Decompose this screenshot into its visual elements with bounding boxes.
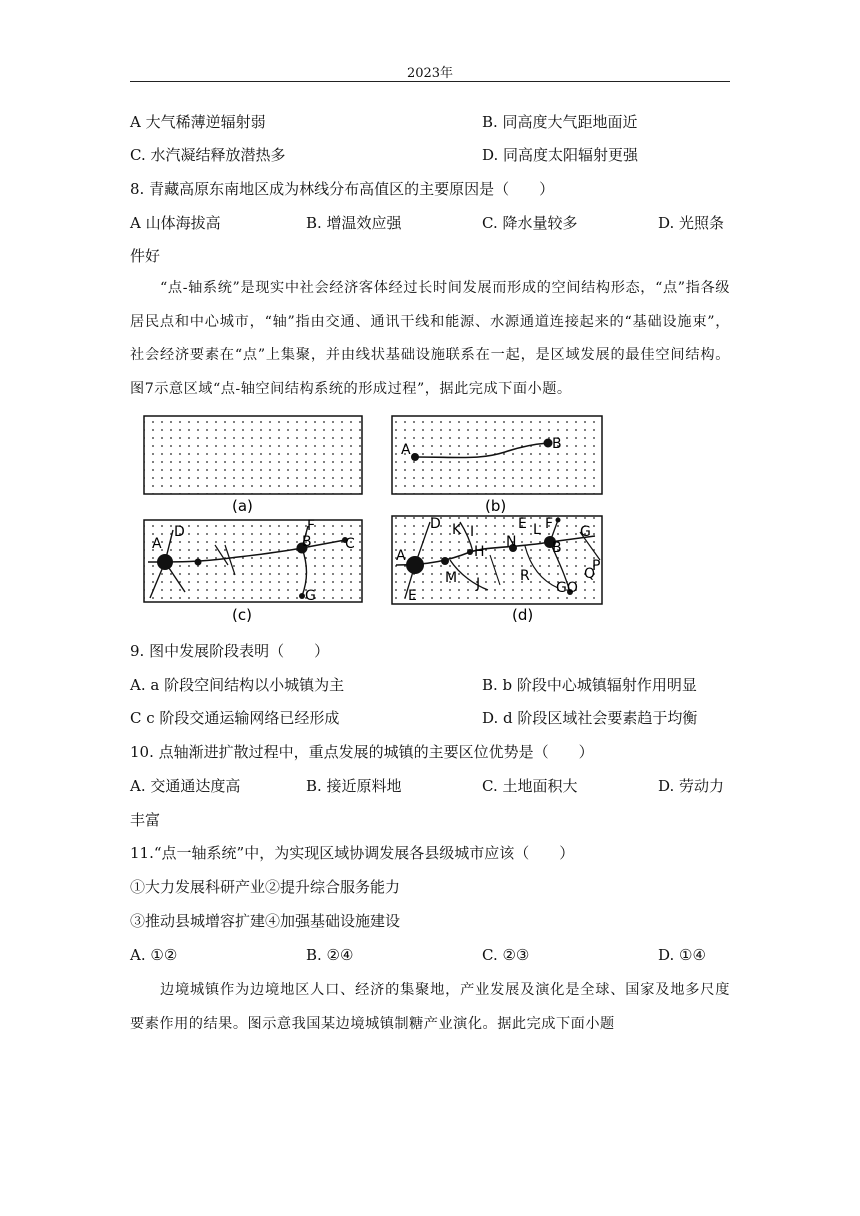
q10-option-c: C. 土地面积大: [482, 777, 578, 795]
label-d-GO: GO: [556, 580, 578, 596]
caption-d: (d): [512, 606, 534, 624]
passage-point-axis: “点-轴系统”是现实中社会经济客体经过长时间发展而形成的空间结构形态，“点”指各级居民点和中心城市，“轴”指由交通、通讯干线和能源、水源通道连接起来的“基础设施束”，社会经济要素在“点”上集聚，并由线状基础设施联系在一起，是区域发展的最佳空间结构。图7示意区域“点-轴空间结构系统的形成过程”，据此完成下面小题。: [130, 280, 730, 397]
label-c-C: C: [345, 536, 355, 552]
panel-a: [144, 416, 362, 515]
label-d-E: E: [518, 516, 527, 532]
q10-stem: 10. 点轴渐进扩散过程中，重点发展的城镇的主要区位优势是（ ）: [130, 743, 594, 761]
label-d-E2: E: [408, 588, 417, 604]
label-c-D: D: [174, 524, 185, 540]
q10-option-a: A. 交通通达度高: [130, 777, 241, 795]
label-c-F: F: [307, 518, 316, 534]
label-d-Q: Q: [584, 566, 596, 582]
label-d-G: G: [580, 524, 591, 540]
q7-option-d: D. 同高度太阳辐射更强: [482, 146, 639, 164]
label-c-B: B: [302, 534, 312, 550]
label-d-P: P: [592, 558, 601, 574]
caption-a: (a): [232, 497, 253, 515]
panel-c: [144, 518, 362, 624]
panel-b: [392, 416, 602, 515]
label-d-F: F: [545, 516, 554, 532]
q11-statement-line-1: ①大力发展科研产业②提升综合服务能力: [130, 878, 401, 896]
passage-border-town-sugar: 边境城镇作为边境地区人口、经济的集聚地，产业发展及演化是全球、国家及地多尺度要素作用的结果。图示意我国某边境城镇制糖产业演化。据此完成下面小题: [130, 982, 730, 1032]
figure-point-axis-stages: [140, 410, 610, 630]
q11-option-d: D. ①④: [658, 946, 706, 964]
q9-stem: 9. 图中发展阶段表明（ ）: [130, 642, 330, 660]
q7-option-c: C. 水汽凝结释放潜热多: [130, 146, 286, 164]
label-d-K: K: [452, 522, 462, 538]
q11-stem: 11.“点一轴系统”中，为实现区域协调发展各县级城市应该（ ）: [130, 844, 575, 862]
q10-option-d: D. 劳动力: [658, 777, 725, 795]
caption-b: (b): [485, 497, 507, 515]
q11-option-b: B. ②④: [306, 946, 354, 964]
header-rule: [130, 81, 730, 82]
label-c-G: G: [305, 588, 316, 604]
q7-option-a: A 大气稀薄逆辐射弱: [130, 113, 266, 131]
q11-statement-line-2: ③推动县城增容扩建④加强基础设施建设: [130, 912, 401, 930]
label-d-J: J: [476, 576, 481, 592]
q9-option-c: C c 阶段交通运输网络已经形成: [130, 709, 340, 727]
q7-option-b: B. 同高度大气距地面近: [482, 113, 638, 131]
label-d-L: L: [533, 522, 541, 538]
q11-option-a: A. ①②: [130, 946, 178, 964]
q10-option-d-continued: 丰富: [130, 811, 161, 829]
q8-option-b: B. 增温效应强: [306, 214, 402, 232]
label-c-A: A: [152, 536, 162, 552]
q8-stem: 8. 青藏高原东南地区成为林线分布高值区的主要原因是（ ）: [130, 180, 555, 198]
label-d-B: B: [552, 540, 562, 556]
label-d-M: M: [445, 570, 458, 586]
q8-option-c: C. 降水量较多: [482, 214, 578, 232]
panel-d: [392, 516, 602, 624]
label-d-D: D: [430, 516, 441, 532]
q9-option-b: B. b 阶段中心城镇辐射作用明显: [482, 676, 697, 694]
label-d-R: R: [520, 568, 530, 584]
caption-c: (c): [232, 606, 252, 624]
label-d-A: A: [396, 548, 406, 564]
label-b-A: A: [401, 442, 411, 458]
page-header: 2023年: [406, 66, 454, 81]
q11-option-c: C. ②③: [482, 946, 530, 964]
q9-option-d: D. d 阶段区域社会要素趋于均衡: [482, 709, 698, 727]
q8-option-d: D. 光照条: [658, 214, 725, 232]
label-d-N: N: [506, 534, 517, 550]
q8-option-a: A 山体海拔高: [130, 214, 221, 232]
q9-option-a: A. a 阶段空间结构以小城镇为主: [130, 676, 345, 694]
label-b-B: B: [552, 436, 562, 452]
q10-option-b: B. 接近原料地: [306, 777, 402, 795]
label-d-I: I: [470, 524, 475, 540]
q8-option-d-continued: 件好: [130, 247, 161, 265]
label-d-H: H: [474, 544, 485, 560]
